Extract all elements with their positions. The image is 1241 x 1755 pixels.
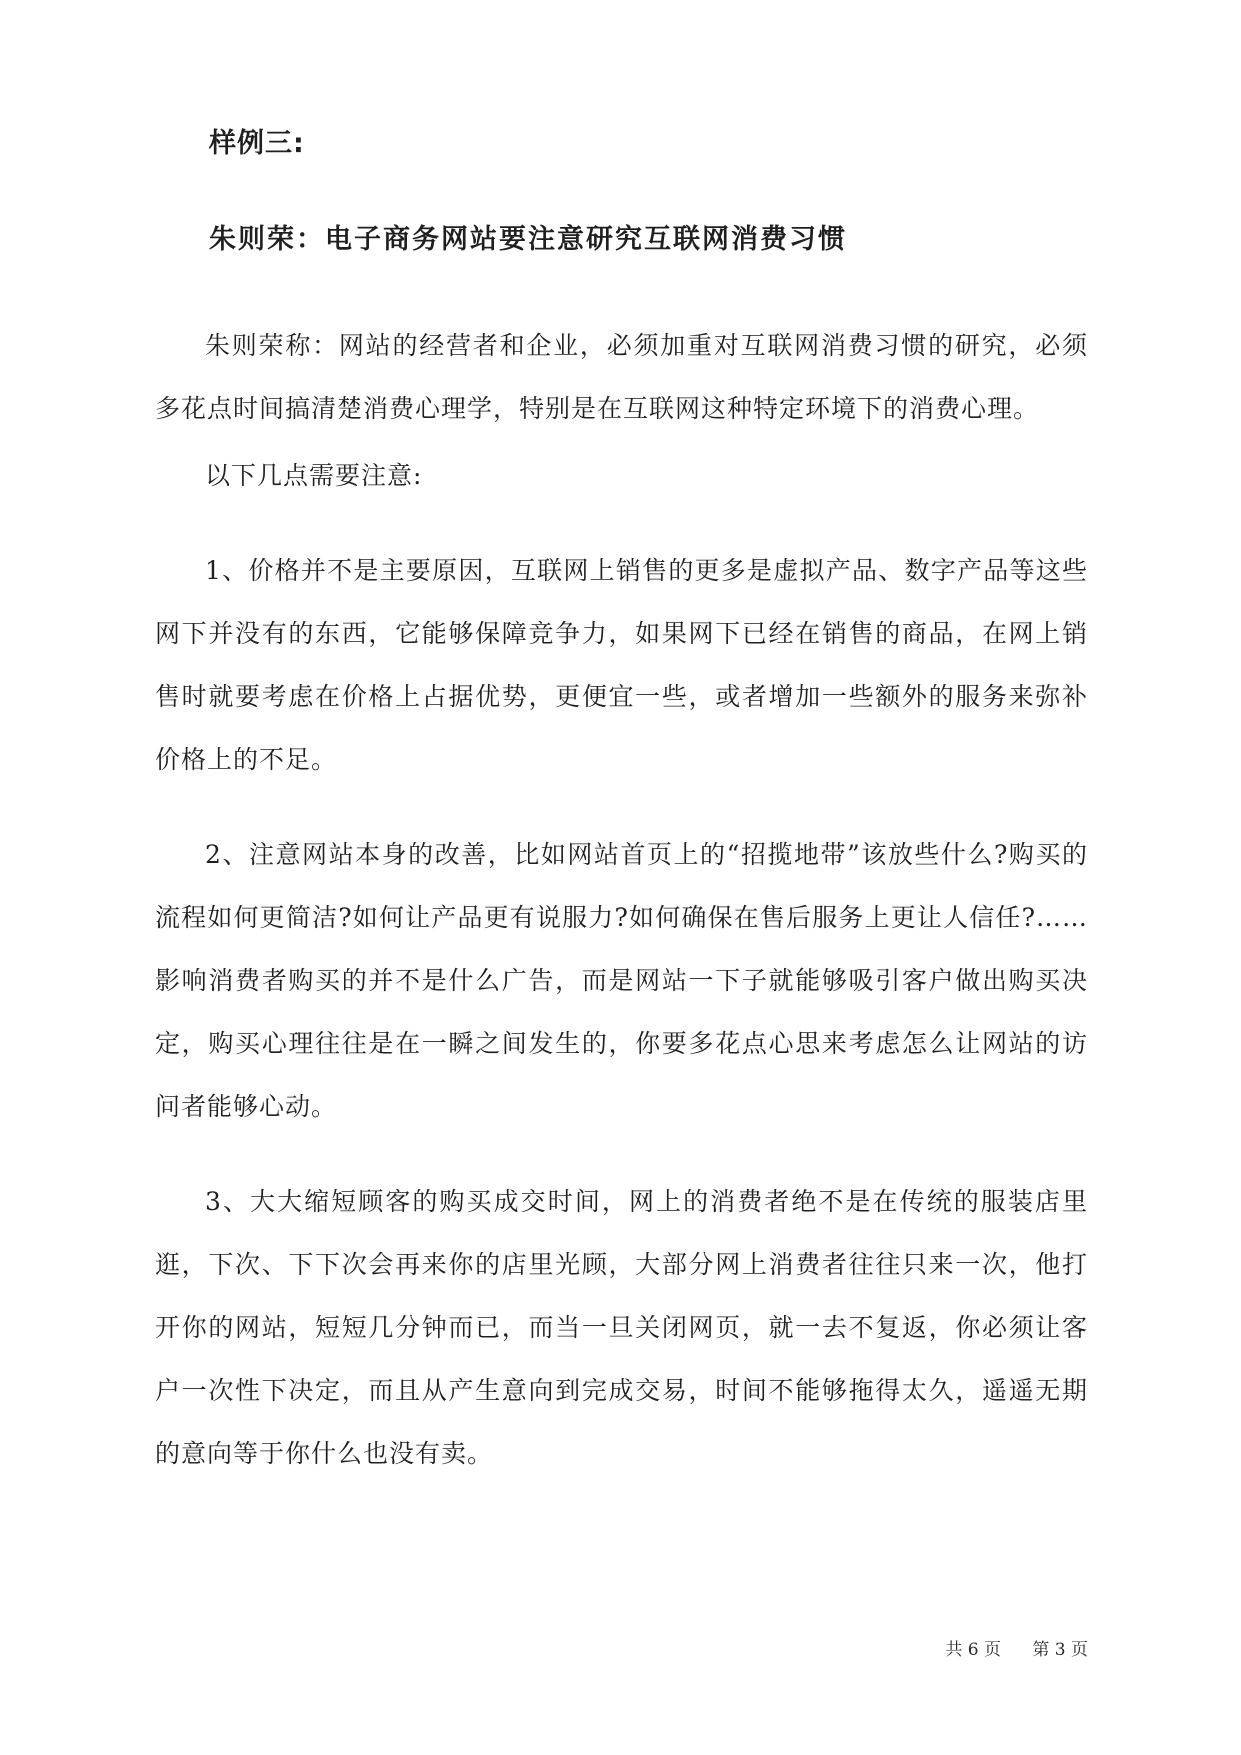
current-page-label: 第 3 页 xyxy=(1032,1640,1088,1660)
document-title: 朱则荣：电子商务网站要注意研究互联网消费习惯 xyxy=(209,224,847,255)
paragraph-point-2: 2、注意网站本身的改善，比如网站首页上的“招揽地带”该放些什么?购买的流程如何更简洁?如何让产品更有说服力?如何确保在售后服务上更让人信任?……影响消费者购买的并不是什么广告，而是网站一下子就能够吸引客户做出购买决定，购买心理往往是在一瞬之间发生的，你要多花点心思来考虑怎么让网站的访问者能够心动。 xyxy=(155,840,1088,1121)
page-footer xyxy=(945,1638,1088,1662)
paragraph-point-3: 3、大大缩短顾客的购买成交时间，网上的消费者绝不是在传统的服装店里逛，下次、下下次会再来你的店里光顾，大部分网上消费者往往只来一次，他打开你的网站，短短几分钟而已，而当一旦关闭网页，就一去不复返，你必须让客户一次性下决定，而且从产生意向到完成交易，时间不能够拖得太久，遥遥无期的意向等于你什么也没有卖。 xyxy=(155,1187,1088,1468)
total-pages-label: 共 6 页 xyxy=(945,1640,1001,1660)
sample-label: 样例三: xyxy=(209,128,305,159)
paragraph-point-1: 1、价格并不是主要原因，互联网上销售的更多是虚拟产品、数字产品等这些网下并没有的东西，它能够保障竞争力，如果网下已经在销售的商品，在网上销售时就要考虑在价格上占据优势，更便宜一些，或者增加一些额外的服务来弥补价格上的不足。 xyxy=(155,556,1088,774)
paragraph-note: 以下几点需要注意: xyxy=(205,461,423,490)
paragraph-intro: 朱则荣称：网站的经营者和企业，必须加重对互联网消费习惯的研究，必须多花点时间搞清楚消费心理学，特别是在互联网这种特定环境下的消费心理。 xyxy=(155,331,1088,423)
